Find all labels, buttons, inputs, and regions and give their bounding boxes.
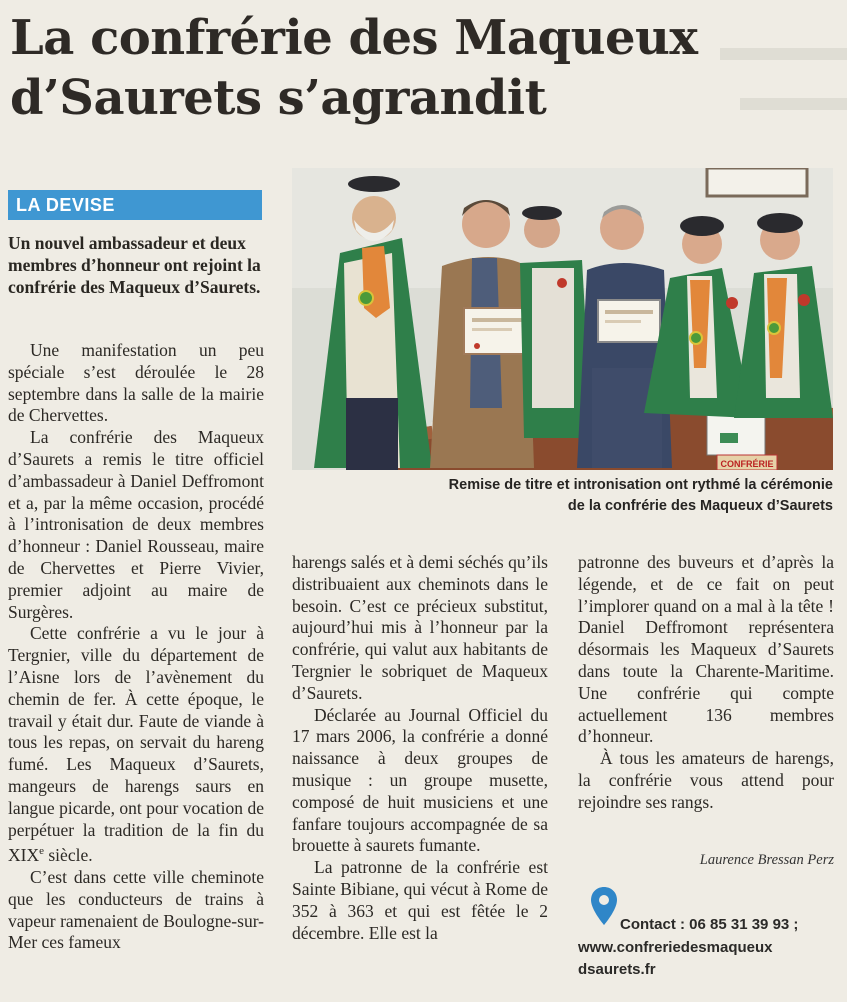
- wall-frame: [707, 168, 807, 196]
- website-link-part-2[interactable]: dsaurets.fr: [578, 961, 656, 978]
- lede: Un nouvel ambassadeur et deux membres d’honneur ont rejoint la confrérie des Maqueux d’Saurets.: [8, 233, 261, 297]
- bleed-through-shapes: [700, 18, 847, 168]
- sign-text: CONFRÉRIE: [720, 459, 774, 469]
- paragraph-8: patronne des buveurs et d’après la légende, et de ce fait on peut l’implorer quand on a mal à la tête ! Daniel Deffromont représentera désormais les Maqueux d’Saurets dans toute la Charente-Maritime. Une confrérie qui compte actuellement 136 membres d’honneur.: [578, 552, 834, 747]
- paragraph-2: La confrérie des Maqueux d’Saurets a remis le titre officiel d’ambassadeur à Daniel Deffromont et a, par la même occasion, procédé à l’intronisation de deux membres d’honneur : Daniel Rousseau, maire de Chervettes et Pierre Vivier, premier adjoint au maire de Surgères.: [8, 427, 264, 622]
- headline-line-2: d’Saurets s’agrandit: [10, 70, 547, 126]
- text-column-2: [292, 552, 548, 944]
- headline-line-1: La confrérie des Maqueux: [10, 10, 698, 66]
- paragraph-3: [8, 623, 264, 867]
- paragraph-5: harengs salés et à demi séchés qu’ils distribuaient aux cheminots dans le besoin. C’est ce précieux substitut, aujourd’hui mis à l’honneur par la confrérie, qui valut aux habitants de Tergnier le sobriquet de Maqueux d’Saurets.: [292, 552, 548, 703]
- text-column-3: [578, 552, 834, 814]
- bleed-through-text: [700, 18, 847, 168]
- century-superscript: e: [39, 845, 44, 858]
- article-photo: [292, 168, 833, 470]
- paragraph-6: Déclarée au Journal Officiel du 17 mars 2006, la confrérie a donné naissance à deux groupes de musique : un groupe musette, composé de huit musiciens et une fanfare toujours accompagnée de sa brouette à saurets fumante.: [292, 704, 548, 856]
- contact-phone: Contact : 06 85 31 39 93 ;: [620, 916, 799, 933]
- paragraph-7: La patronne de la confrérie est Sainte Bibiane, qui vécut à Rome de 352 à 363 et qui est fêtée le 2 décembre. Elle est la: [292, 857, 548, 943]
- website-link-part-1[interactable]: www.confreriedesmaqueux: [578, 938, 773, 956]
- bleed-through-bottom: [790, 955, 847, 1002]
- photo-illustration: [292, 168, 833, 470]
- paragraph-9: À tous les amateurs de harengs, la confrérie vous attend pour rejoindre ses rangs.: [578, 748, 834, 812]
- paragraph-3-text: Cette confrérie a vu le jour à Tergnier, ville du département de l’Aisne lors de l’avènement du chemin de fer. À cette époque, le travail y était dur. Faute de viande à tous les repas, on servait du hareng fumé. Les Maqueux d’Saurets, mangeurs de harengs saurs en langue picarde, ont pour vocation de perpétuer la tradition de la fin du: [8, 623, 264, 840]
- caption-line-2: de la confrérie des Maqueux d’Saurets: [567, 498, 833, 514]
- paragraph-1: Une manifestation un peu spéciale s’est déroulée le 28 septembre dans la salle de la mairie de Chervettes.: [8, 340, 264, 426]
- photo-caption: [292, 475, 833, 517]
- headline: [10, 8, 710, 128]
- author-byline: Laurence Bressan Perz: [699, 852, 834, 868]
- text-column-1: [8, 340, 264, 954]
- section-tag: LA DEVISE: [8, 190, 262, 220]
- caption-line-1: Remise de titre et intronisation ont rythmé la cérémonie: [448, 477, 833, 493]
- paragraph-4: C’est dans cette ville cheminote que les conducteurs de trains à vapeur ramenaient de Boulogne-sur-Mer ces fameux: [8, 866, 264, 953]
- paragraph-3-end: siècle.: [44, 845, 93, 866]
- century-numeral: XIX: [8, 845, 40, 866]
